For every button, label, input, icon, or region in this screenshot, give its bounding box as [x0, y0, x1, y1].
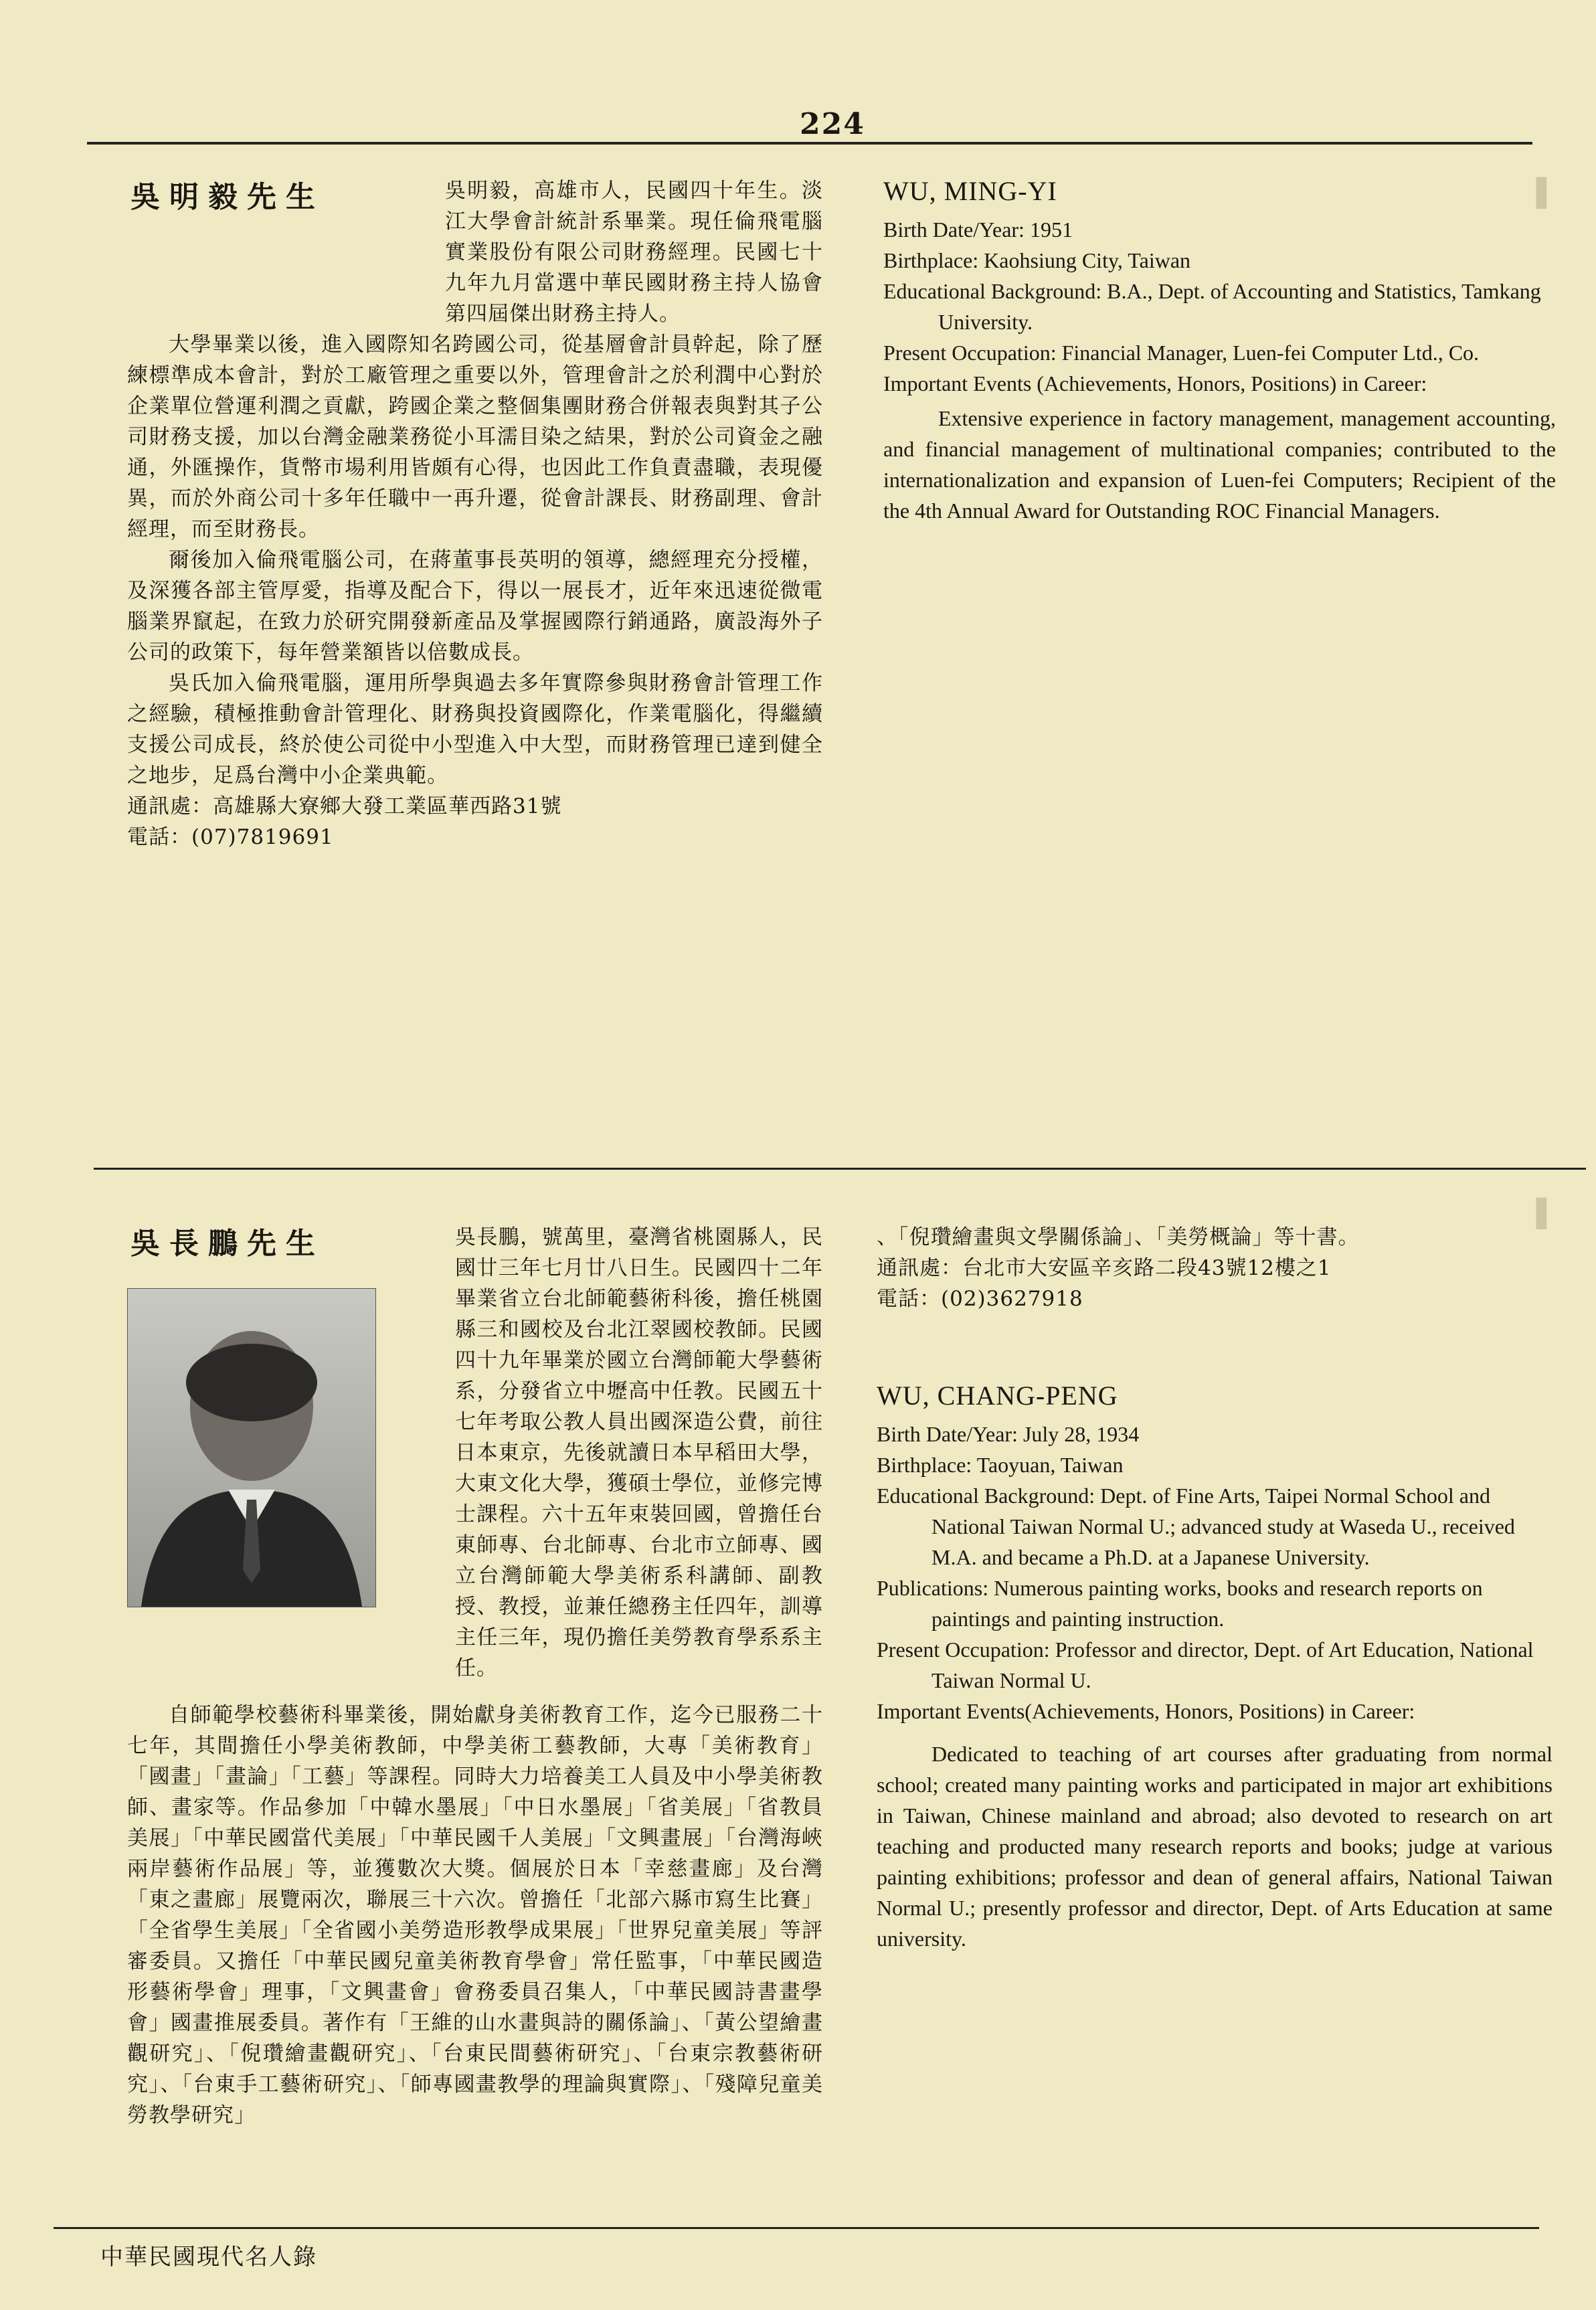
entry1-field: Important Events (Achievements, Honors, Positions) in Career:: [883, 371, 1427, 395]
entry2-continued-text: 、「倪瓚繪畫與文學關係論」、「美勞概論」等十書。: [877, 1225, 1360, 1249]
section-divider: [94, 1168, 1586, 1170]
header-rule: [87, 142, 1532, 145]
entry2-phone: 電話：(02)3627918: [877, 1287, 1083, 1311]
entry2-field: Birthplace: Taoyuan, Taiwan: [877, 1453, 1124, 1477]
portrait-figure: [128, 1289, 375, 1607]
entry1-english-biography: [883, 214, 1556, 526]
entry1-intro-text: 吳明毅，高雄市人，民國四十年生。淡江大學會計統計系畢業。現任倫飛電腦實業股份有限公司財務經理。民國七十九年九月當選中華民國財務主持人協會第四屆傑出財務主持人。: [445, 179, 823, 326]
entry2-chinese-intro: [402, 1222, 823, 1684]
bleed-through-mark: ▐: [1526, 1198, 1546, 1229]
entry2-field: Birth Date/Year: July 28, 1934: [877, 1422, 1140, 1446]
entry2-chinese-continuation: [877, 1222, 1553, 1314]
entry1-field: Present Occupation: Financial Manager, Luen-fei Computer Ltd., Co.: [883, 341, 1480, 365]
entry2-english-name: WU, CHANG-PENG: [877, 1381, 1118, 1411]
entry1-paragraph: 爾後加入倫飛電腦公司，在蔣董事長英明的領導，總經理充分授權，及深獲各部主管厚愛，指導及配合下，得以一展長才，近年來迅速從微電腦業界竄起，在致力於研究開發新產品及掌握國際行銷通路，廣設海外子公司的政策下，每年營業額皆以倍數成長。: [127, 548, 823, 664]
page-number: 224: [800, 107, 865, 141]
entry1-phone: 電話：(07)7819691: [127, 825, 334, 849]
entry2-field: Present Occupation: Professor and director, Dept. of Art Education, National Taiwan Normal U.: [877, 1637, 1534, 1692]
entry2-field: Educational Background: Dept. of Fine Arts, Taipei Normal School and National Taiwan Normal U.; advanced study at Waseda U., received M.A. and became a Ph.D. at a Japanese University.: [877, 1484, 1515, 1569]
entry1-chinese-biography: [127, 175, 823, 853]
entry1-intro-lead: [127, 175, 823, 329]
entry1-english-body: Extensive experience in factory management, management accounting, and financial management of multinational companies; contributed to the internationalization and expansion of Luen-fei Computers; Recipient of the the 4th Annual Award for Outstanding ROC Financial Managers.: [883, 406, 1556, 523]
page-footer: 中華民國現代名人錄: [100, 2244, 317, 2271]
bleed-through-mark: ▐: [1526, 177, 1546, 209]
entry1-paragraph: 吳氏加入倫飛電腦，運用所學與過去多年實際參與財務會計管理工作之經驗，積極推動會計管理化、財務與投資國際化，作業電腦化，得繼續支援公司成長，終於使公司從中小型進入中大型，而財務管理已達到健全之地步，足爲台灣中小企業典範。: [127, 671, 823, 788]
entry2-intro-text: 吳長鵬，號萬里，臺灣省桃園縣人，民國廿三年七月廿八日生。民國四十二年畢業省立台北師範藝術科後，擔任桃園縣三和國校及台北江翠國校教師。民國四十九年畢業於國立台灣師範大學藝術系，分發省立中壢高中任教。民國五十七年考取公教人員出國深造公費，前往日本東京，先後就讀日本早稻田大學，大東文化大學，獲碩士學位，並修完博士課程。六十五年束裝回國，曾擔任台東師專、台北師專、台北市立師專、國立台灣師範大學美術系科講師、副教授、教授，並兼任總務主任四年，訓導主任三年，現仍擔任美勞教育學系系主任。: [455, 1225, 823, 1680]
entry1-field: Birth Date/Year: 1951: [883, 217, 1073, 242]
entry2-chinese-name: 吳長鵬先生: [130, 1227, 325, 1261]
entry1-english-name: WU, MING-YI: [883, 176, 1057, 206]
portrait-photo: [127, 1288, 376, 1607]
entry1-field: Birthplace: Kaohsiung City, Taiwan: [883, 248, 1191, 272]
entry2-address: 通訊處：台北市大安區辛亥路二段43號12樓之1: [877, 1256, 1332, 1280]
entry2-field: Publications: Numerous painting works, books and research reports on paintings and painting instruction.: [877, 1576, 1483, 1631]
entry1-chinese-name: 吳明毅先生: [130, 180, 325, 214]
entry2-field: Important Events(Achievements, Honors, Positions) in Career:: [877, 1699, 1415, 1723]
entry2-english-biography: [877, 1419, 1553, 1954]
footer-rule: [54, 2227, 1539, 2229]
entry1-address: 通訊處：高雄縣大寮鄉大發工業區華西路31號: [127, 794, 562, 818]
entry2-chinese-biography: [127, 1700, 823, 2131]
entry1-paragraph: 大學畢業以後，進入國際知名跨國公司，從基層會計員幹起，除了歷練標準成本會計，對於工廠管理之重要以外，管理會計之於利潤中心對於企業單位營運利潤之貢獻，跨國企業之整個集團財務合併報表與對其子公司財務支援，加以台灣金融業務從小耳濡目染之結果，對於公司資金之融通，外匯操作，貨幣市場利用皆頗有心得，也因此工作負責盡職，表現優異，而於外商公司十多年任職中一再升遷，從會計課長、財務副理、會計經理，而至財務長。: [127, 333, 823, 541]
entry2-english-body: Dedicated to teaching of art courses after graduating from normal school; created many painting works and participated in major art exhibitions in Taiwan, Chinese mainland and abroad; also devoted to research on art teaching and producted many research reports and books; judge at various painting exhibitions; professor and dean of general affairs, National Taiwan Normal U.; presently professor and director, Dept. of Arts Education at same university.: [877, 1742, 1553, 1951]
entry2-paragraph: 自師範學校藝術科畢業後，開始獻身美術教育工作，迄今已服務二十七年，其間擔任小學美術教師，中學美術工藝教師，大專「美術教育」「國畫」「畫論」「工藝」等課程。同時大力培養美工人員及中小學美術教師、畫家等。作品參加「中韓水墨展」「中日水墨展」「省美展」「省教員美展」「中華民國當代美展」「中華民國千人美展」「文興畫展」「台灣海峽兩岸藝術作品展」等，並獲數次大獎。個展於日本「幸慈畫廊」及台灣「東之畫廊」展覽兩次，聯展三十六次。曾擔任「北部六縣市寫生比賽」「全省學生美展」「全省國小美勞造形教學成果展」「世界兒童美展」等評審委員。又擔任「中華民國兒童美術教育學會」常任監事，「中華民國造形藝術學會」理事，「文興畫會」會務委員召集人，「中華民國詩書畫學會」國畫推展委員。著作有「王維的山水畫與詩的關係論」、「黃公望繪畫觀研究」、「倪瓚繪畫觀研究」、「台東民間藝術研究」、「台東宗教藝術研究」、「台東手工藝術研究」、「師專國畫教學的理論與實際」、「殘障兒童美勞教學研究」: [127, 1703, 823, 2127]
entry1-field: Educational Background: B.A., Dept. of Accounting and Statistics, Tamkang University.: [883, 279, 1541, 334]
